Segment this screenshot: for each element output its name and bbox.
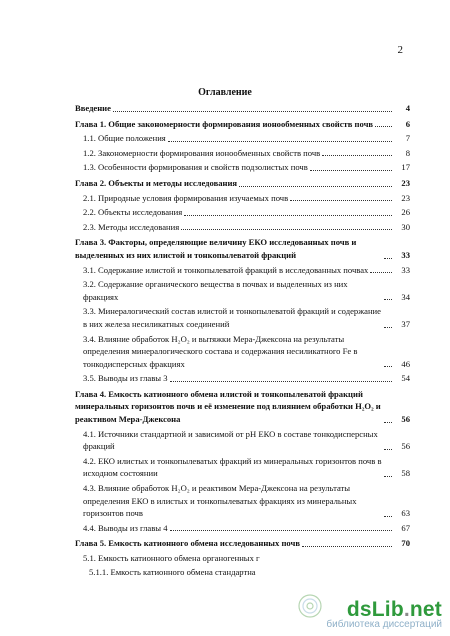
dot-leader <box>113 111 392 112</box>
toc-entry-text: Глава 2. Объекты и методы исследования <box>75 177 238 188</box>
dot-leader <box>290 200 392 201</box>
toc-entry-page: 70 <box>401 538 410 549</box>
toc-entry-page: 37 <box>401 318 410 329</box>
toc-entry-text: 1.1. Общие положения <box>83 133 166 144</box>
toc-entry-page: 56 <box>401 441 410 452</box>
toc-entry-text: 4.1. Источники стандартной и зависимой от pH ЕКО в составе тонкодисперсных фракций <box>83 428 378 452</box>
dot-leader <box>384 258 392 259</box>
toc-entry-text: 5.1. Емкость катионного обмена органогенных г <box>83 553 260 563</box>
toc-entry-text: 3.4. Влияние обработок H₂O₂ и вытяжки Мера-Джексона на результаты определения минералогического состава и содержания несиликатного Fe в тонкодисперсных фракциях <box>83 333 358 369</box>
toc-entry <box>75 333 410 371</box>
toc-title: Оглавление <box>198 87 252 98</box>
toc-entry-text: 4.2. ЕКО илистых и тонкопылеватых фракций из минеральных горизонтов почв в исходном состоянии <box>83 455 382 479</box>
toc-entry <box>75 566 410 579</box>
toc-entry-text: 1.3. Особенности формирования и свойств подзолистых почв <box>83 162 308 173</box>
toc-entry <box>75 177 410 190</box>
toc-entry-text: 5.1.1. Емкость катионного обмена стандартна <box>89 566 256 577</box>
dot-leader <box>384 449 392 450</box>
toc-entry-text: 4.4. Выводы из главы 4 <box>83 522 168 533</box>
dot-leader <box>384 299 392 300</box>
toc-entry-page: 63 <box>401 508 410 519</box>
dot-leader <box>302 546 392 547</box>
toc-entry <box>75 522 410 535</box>
toc-entry-page: 33 <box>401 249 410 260</box>
dot-leader <box>384 516 392 517</box>
toc-entry-page: 46 <box>401 358 410 369</box>
toc-entry-text: 3.3. Минералогический состав илистой и тонкопылеватой фракций и содержание в них железа несиликатных соединений <box>83 306 381 329</box>
toc-entry <box>75 161 410 174</box>
toc-entry <box>75 132 410 145</box>
dot-leader <box>170 381 393 382</box>
toc-entry-page: 4 <box>405 103 410 113</box>
toc-entry <box>75 192 410 205</box>
toc-entry <box>75 552 410 565</box>
toc-entry <box>75 372 410 385</box>
toc-entry-text: Введение <box>75 103 111 113</box>
toc-entry-text: Глава 5. Емкость катионного обмена исследованных почв <box>75 538 300 549</box>
toc-entry-page: 58 <box>401 468 410 479</box>
dot-leader <box>384 476 392 477</box>
toc-entry <box>75 537 410 550</box>
toc-entry-page: 7 <box>405 133 410 144</box>
toc-entry <box>75 455 410 480</box>
toc-entry <box>75 221 410 234</box>
dot-leader <box>322 155 392 156</box>
rings-logo-icon <box>296 592 324 620</box>
toc-entry <box>75 102 410 115</box>
toc-entry-page: 34 <box>401 291 410 302</box>
dot-leader <box>370 272 392 273</box>
watermark-subtitle: библиотека диссертаций <box>326 619 442 630</box>
toc-entry-page: 23 <box>401 192 410 203</box>
dot-leader <box>168 141 392 142</box>
toc-entry-page: 67 <box>401 522 410 533</box>
toc-entry-page: 33 <box>401 264 410 275</box>
dot-leader <box>170 530 393 531</box>
toc-entry <box>75 206 410 219</box>
watermark-brand: dsLib.net <box>346 598 442 621</box>
toc-entry <box>75 118 410 131</box>
toc-entry-text: Глава 1. Общие закономерности формирования ионообменных свойств почв <box>75 118 374 129</box>
toc-entry-text: 3.1. Содержание илистой и тонкопылеватой фракций в исследованных почвах <box>83 264 369 275</box>
toc-entry-text: 2.3. Методы исследования <box>83 221 180 232</box>
dot-leader <box>375 126 392 127</box>
toc-entry-text: 3.2. Содержание органического вещества в почвах и выделенных из них фракциях <box>83 279 348 302</box>
toc-entry-page: 26 <box>401 207 410 218</box>
toc-entry <box>75 278 410 303</box>
toc-entry-text: 3.5. Выводы из главы 3 <box>83 373 168 384</box>
toc-entry-text: 4.3. Влияние обработок H₂O₂ и реактивом Мера-Джексона на результаты определения ЕКО в илистых и тонкопылеватых фракциях из минеральных горизонтов почв <box>83 483 357 519</box>
toc-entry-page: 17 <box>401 162 410 173</box>
toc-entry <box>75 428 410 453</box>
toc-entry-text: 2.2. Объекты исследования <box>83 207 183 218</box>
dot-leader <box>384 327 392 328</box>
dot-leader <box>310 170 392 171</box>
toc-entry <box>75 305 410 330</box>
toc-entry <box>75 147 410 160</box>
toc-entry-text: Глава 3. Факторы, определяющие величину ЕКО исследованных почв и выделенных из них илистой и тонкопылеватой фракций <box>75 237 357 260</box>
dot-leader <box>384 422 392 423</box>
table-of-contents <box>75 99 410 578</box>
toc-entry-page: 56 <box>401 414 410 425</box>
dot-leader <box>239 186 392 187</box>
toc-entry <box>75 264 410 277</box>
page-number: 2 <box>397 44 403 56</box>
toc-entry-page: 54 <box>401 373 410 384</box>
toc-entry-text: 2.1. Природные условия формирования изучаемых почв <box>83 192 289 203</box>
toc-entry-text: 1.2. Закономерности формирования ионообменных свойств почв <box>83 147 321 158</box>
dot-leader <box>384 366 392 367</box>
toc-entry-page: 8 <box>405 147 410 158</box>
toc-entry <box>75 482 410 520</box>
toc-entry-text: Глава 4. Емкость катионного обмена илистой и тонкопылеватой фракций минеральных горизонтов почв и её изменение под влиянием обработки H₂O₂ и реактивом Мера-Джексона <box>75 388 381 425</box>
dot-leader <box>184 215 392 216</box>
dot-leader <box>181 229 392 230</box>
toc-entry-page: 30 <box>401 221 410 232</box>
toc-entry-page: 23 <box>401 177 410 188</box>
toc-entry <box>75 388 410 426</box>
watermark <box>326 598 442 630</box>
toc-entry-page: 6 <box>405 118 410 129</box>
toc-entry <box>75 236 410 261</box>
